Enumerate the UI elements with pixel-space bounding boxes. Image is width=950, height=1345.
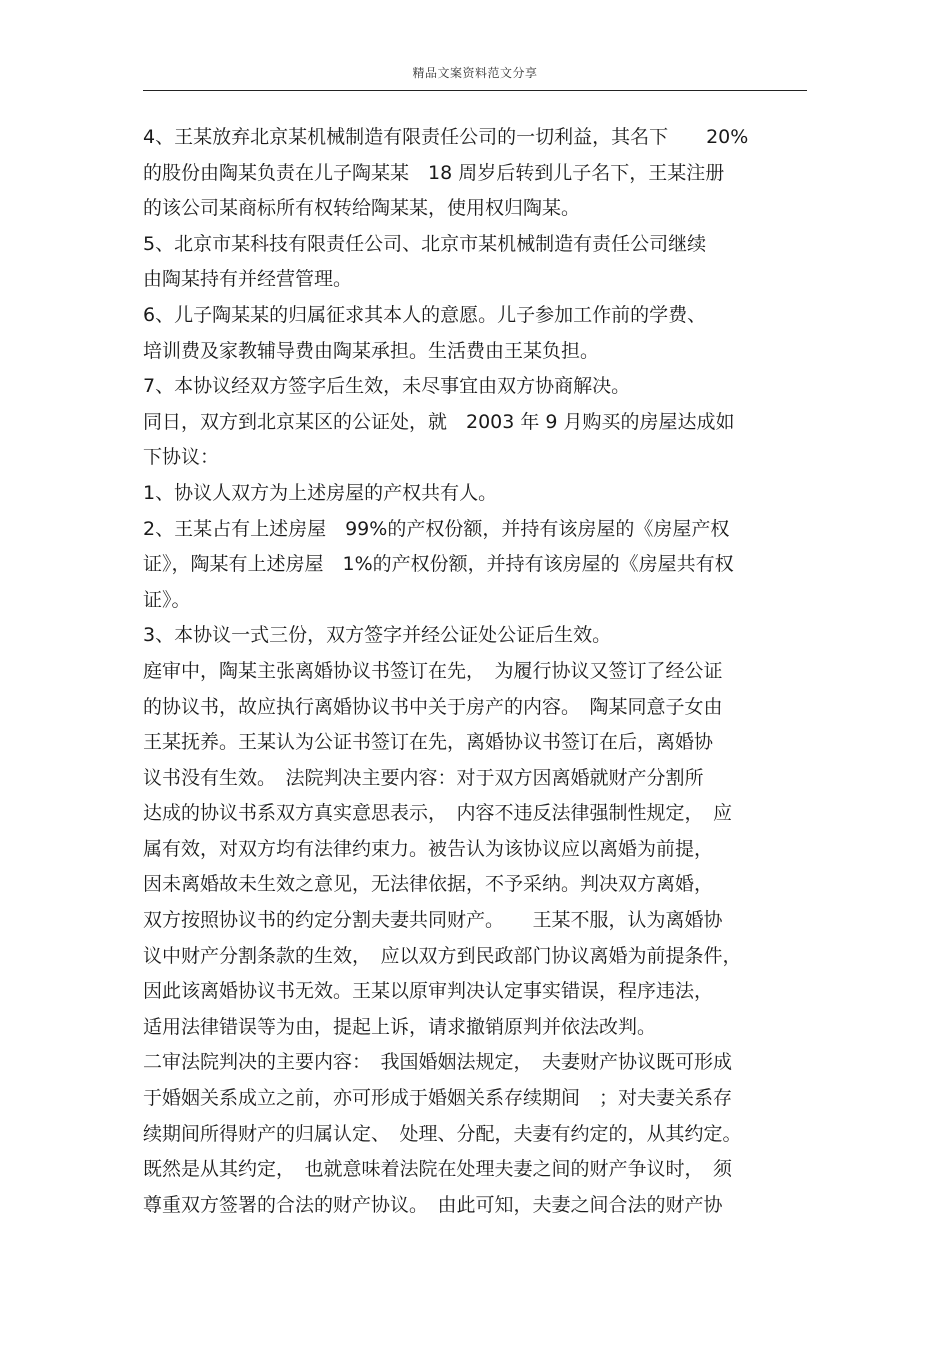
text-line: 二审法院判决的主要内容： 我国婚姻法规定， 夫妻财产协议既可形成 [143,1051,733,1074]
text-line: 因未离婚故未生效之意见，无法律依据，不予采纳。判决双方离婚， [143,873,714,896]
text-line: 的该公司某商标所有权转给陶某某，使用权归陶某。 [143,197,581,220]
text-line: 3、本协议一式三份，双方签字并经公证处公证后生效。 [143,624,612,647]
page-header: 精品文案资料范文分享 [412,66,538,80]
text-line: 属有效，对双方均有法律约束力。被告认为该协议应以离婚为前提， [143,837,714,860]
text-line: 由陶某持有并经营管理。 [143,268,353,291]
text-line: 既然是从其约定， 也就意味着法院在处理夫妻之间的财产争议时， 须 [143,1158,733,1181]
text-line: 的协议书，故应执行离婚协议书中关于房产的内容。 陶某同意子女由 [143,695,723,718]
text-line: 培训费及家教辅导费由陶某承担。生活费由王某负担。 [143,339,600,362]
text-line: 庭审中，陶某主张离婚协议书签订在先， 为履行协议又签订了经公证 [143,659,723,682]
text-line: 议书没有生效。 法院判决主要内容：对于双方因离婚就财产分割所 [143,766,704,789]
text-line: 于婚姻关系成立之前，亦可形成于婚姻关系存续期间 ；对夫妻关系存 [143,1087,733,1110]
text-line: 续期间所得财产的归属认定、 处理、分配，夫妻有约定的，从其约定。 [143,1122,742,1145]
text-line: 证》，陶某有上述房屋 1%的产权份额，并持有该房屋的《房屋共有权 [143,553,734,576]
text-line: 尊重双方签署的合法的财产协议。 由此可知，夫妻之间合法的财产协 [143,1193,723,1216]
text-line: 7、本协议经双方签字后生效，未尽事宜由双方协商解决。 [143,375,631,398]
text-line: 同日，双方到北京某区的公证处，就 2003 年 9 月购买的房屋达成如 [143,410,735,433]
text-line: 1、协议人双方为上述房屋的产权共有人。 [143,481,498,504]
text-line: 4、王某放弃北京某机械制造有限责任公司的一切利益，其名下 20% [143,126,749,148]
text-line: 因此该离婚协议书无效。王某以原审判决认定事实错误，程序违法， [143,980,714,1003]
header-divider [143,90,807,91]
text-line: 下协议： [143,446,220,469]
text-line: 6、儿子陶某某的归属征求其本人的意愿。儿子参加工作前的学费、 [143,303,707,326]
text-line: 5、北京市某科技有限责任公司、北京市某机械制造有责任公司继续 [143,232,707,255]
text-line: 双方按照协议书的约定分割夫妻共同财产。 王某不服，认为离婚协 [143,909,723,932]
document-body [143,120,807,1223]
text-line: 2、王某占有上述房屋 99%的产权份额，并持有该房屋的《房屋产权 [143,517,730,540]
text-line: 达成的协议书系双方真实意思表示， 内容不违反法律强制性规定， 应 [143,802,733,825]
text-line: 的股份由陶某负责在儿子陶某某 18 周岁后转到儿子名下，王某注册 [143,161,725,184]
text-line: 议中财产分割条款的生效， 应以双方到民政部门协议离婚为前提条件， [143,944,742,967]
text-line: 王某抚养。王某认为公证书签订在先，离婚协议书签订在后，离婚协 [143,731,714,754]
text-line: 证》。 [143,588,191,611]
text-line: 适用法律错误等为由，提起上诉，请求撤销原判并依法改判。 [143,1015,657,1038]
